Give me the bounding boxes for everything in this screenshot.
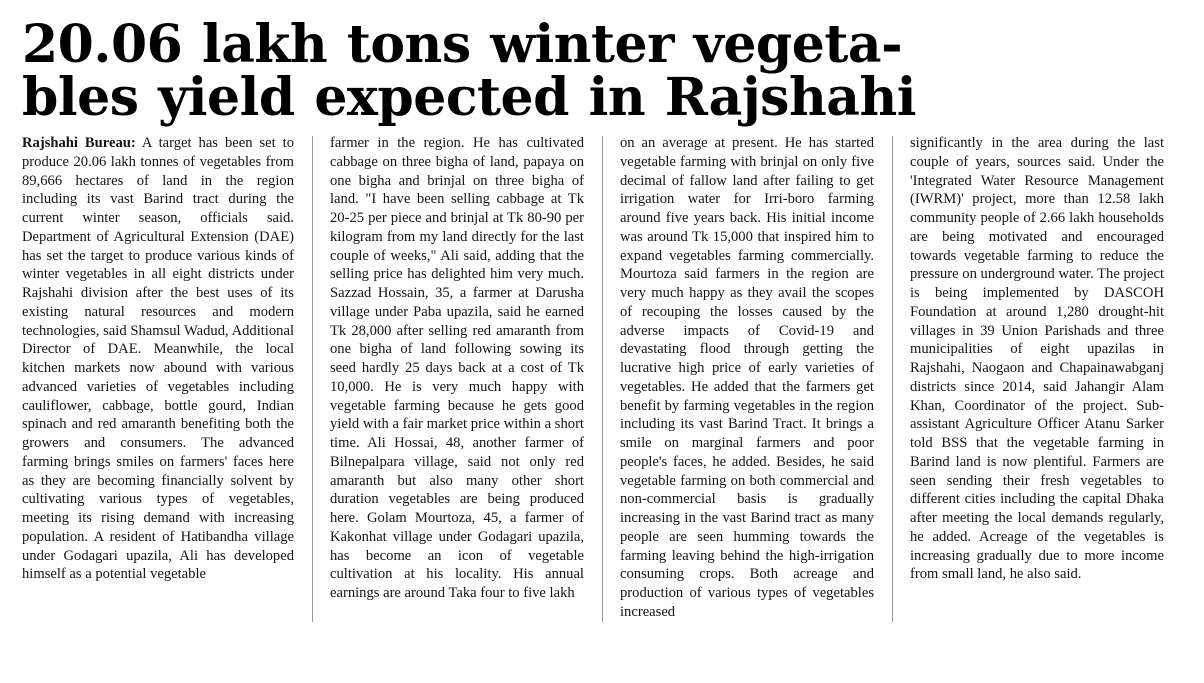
- article-columns: [22, 134, 1182, 624]
- article-column-2: [312, 134, 602, 624]
- article-paragraph: [22, 134, 294, 584]
- article-column-3: [602, 134, 892, 624]
- byline: Rajshahi Bureau:: [22, 135, 136, 152]
- article-column-1: [22, 134, 312, 624]
- column-3-text: on an average at present. He has started vegetable farming with brinjal on only five decimal of fallow land after failing to get irrigation water for Irri-boro farming around five years back. His initial income was around Tk 15,000 that inspired him to expand vegetables farming commercially. Mourtoza said farmers in the region are very much happy as they avail the scopes of recouping the losses caused by the adverse impacts of Covid-19 and devastating flood through getting the lucrative high price of early varieties of vegetables. He added that the farmers get benefit by farming vegetables in the region including its vast Barind Tract. It brings a smile on marginal farmers and poor people's faces, he added. Besides, he said vegetable farming on both commercial and non-commercial basis is gradually increasing in the vast Barind tract as many people are seen humming towards the farming leaving behind the high-irrigation consuming crops. Both acreage and production of various types of vegetables increased: [620, 135, 874, 620]
- headline-line-2: bles yield expected in Rajshahi: [22, 67, 917, 129]
- page-title: [22, 14, 1182, 129]
- column-4-text: significantly in the area during the last couple of years, sources said. Under the 'Integrated Water Resource Management (IWRM)' project, more than 12.58 lakh community people of 2.66 lakh households are being motivated and encouraged towards vegetable farming to reduce the pressure on underground water. The project is being implemented by DASCOH Foundation at around 1,280 drought-hit villages in 39 Union Parishads and three municipalities of eight upazilas in Rajshahi, Naogaon and Chapainawabganj districts since 2014, said Jahangir Alam Khan, Coordinator of the project. Sub-assistant Agriculture Officer Atanu Sarker told BSS that the vegetable farming in Barind land is now plentiful. Farmers are seen sending their fresh vegetables to different cities including the capital Dhaka after meeting the local demands regularly, he added. Acreage of the vegetables is increasing gradually due to more income from small land, he also said.: [910, 135, 1164, 583]
- column-1-text: A target has been set to produce 20.06 lakh tonnes of vegetables from 89,666 hectares of land in the region including its vast Barind tract during the current winter season, officials said. Department of Agricultural Extension (DAE) has set the target to produce various kinds of winter vegetables in all eight districts under Rajshahi division after the best uses of its existing natural resources and modern technologies, said Shamsul Wadud, Additional Director of DAE. Meanwhile, the local kitchen markets now abound with various advanced varieties of vegetables including cauliflower, cabbage, bottle gourd, Indian spinach and red amaranth benefiting both the growers and consumers. The advanced farming brings smiles on farmers' faces here as they are becoming financially solvent by cultivating various types of vegetables, meeting its rising demand with increasing population. A resident of Hatibandha village under Godagari upazila, Ali has developed himself as a potential vegetable: [22, 135, 294, 583]
- column-2-text: farmer in the region. He has cultivated cabbage on three bigha of land, papaya on one bigha and brinjal on three bigha of land. "I have been selling cabbage at Tk 20-25 per piece and brinjal at Tk 80-90 per kilogram from my land directly for the last couple of weeks," Ali said, adding that the selling price has delighted him very much. Sazzad Hossain, 35, a farmer at Darusha village under Paba upazila, said he earned Tk 28,000 after selling red amaranth from one bigha of land following sowing its seed hardly 25 days back at a cost of Tk 10,000. He is very much happy with vegetable farming because he gets good yield with a fair market price within a short time. Ali Hossai, 48, another farmer of Bilnepalpara village, said not only red amaranth but also many other short duration vegetables are being produced here. Golam Mourtoza, 45, a farmer of Kakonhat village under Godagari upazila, has become an icon of vegetable cultivation at his locality. His annual earnings are around Taka four to five lakh: [330, 135, 584, 602]
- article-column-4: [892, 134, 1182, 624]
- headline-line-1: 20.06 lakh tons winter vegeta-: [22, 14, 903, 75]
